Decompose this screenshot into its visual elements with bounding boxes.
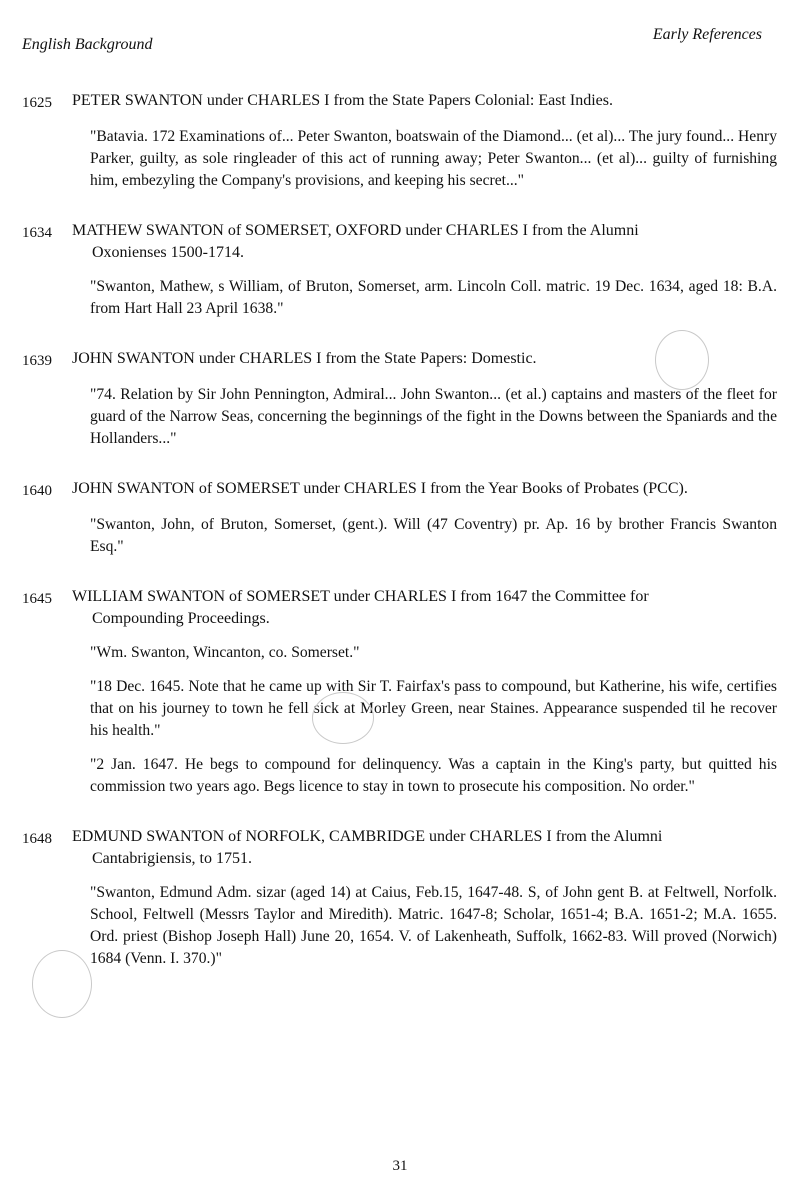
entry-year: 1648 <box>22 831 52 847</box>
entry-quote: "Swanton, Edmund Adm. sizar (aged 14) at Caius, Feb.15, 1647-48. S, of John gent B. at Feltwell, Norfolk. School, Feltwell (Messrs Taylor and Miredith). Matric. 1647-8; Scholar, 1651-4; B.A. 1651-2; M.A. 1655. Ord. priest (Bishop Joseph Hall) June 20, 1654. V. of Lakenheath, Suffolk, 1662-83. Will proved (Norwich) 1684 (Venn. I. 370.)" <box>90 884 777 967</box>
entry-quote: "74. Relation by Sir John Pennington, Admiral... John Swanton... (et al.) captains and masters of the fleet for guard of the Narrow Seas, concerning the beginnings of the fight in the Downs between the Spaniards and the Hollanders..." <box>90 386 777 447</box>
entry-1648 <box>22 826 777 970</box>
entry-quote: "Batavia. 172 Examinations of... Peter Swanton, boatswain of the Diamond... (et al)... The jury found... Henry Parker, guilty, as sole ringleader of this act of running away; Peter Swanton... (et al)... guilty of furnishing him, embezyling the Company's provisions, and keeping his secret..." <box>90 128 777 189</box>
entry-title <box>72 586 777 630</box>
entry-title-line: JOHN SWANTON of SOMERSET under CHARLES I from the Year Books of Probates (PCC). <box>72 480 688 497</box>
entry-quote: "Swanton, John, of Bruton, Somerset, (gent.). Will (47 Coventry) pr. Ap. 16 by brother Francis Swanton Esq." <box>90 516 777 555</box>
entry-title-continuation: Cantabrigiensis, to 1751. <box>92 850 252 867</box>
entry-year: 1645 <box>22 591 52 607</box>
scan-smudge <box>312 692 374 744</box>
scan-smudge <box>32 950 92 1018</box>
entry-quote: "Wm. Swanton, Wincanton, co. Somerset." <box>90 644 360 661</box>
page-number: 31 <box>392 1158 408 1174</box>
entry-title-line: EDMUND SWANTON of NORFOLK, CAMBRIDGE under CHARLES I from the Alumni <box>72 828 663 845</box>
entry-1640 <box>22 478 777 558</box>
entry-title <box>72 478 777 502</box>
entry-heading <box>22 478 777 502</box>
entry-year: 1640 <box>22 483 52 499</box>
running-head-right: Early References <box>652 26 762 43</box>
entry-title-continuation: Oxonienses 1500-1714. <box>92 244 244 261</box>
entry-1634 <box>22 220 777 320</box>
entry-heading <box>22 220 777 264</box>
entry-year: 1639 <box>22 353 52 369</box>
entry-quote: "18 Dec. 1645. Note that he came up with Sir T. Fairfax's pass to compound, but Katherine, his wife, certifies that on his journey to town he fell sick at Morley Green, near Staines. Appearance suspended til he recover his health." <box>90 678 777 739</box>
entry-title-line: MATHEW SWANTON of SOMERSET, OXFORD under CHARLES I from the Alumni <box>72 222 639 239</box>
entry-title <box>72 826 777 870</box>
entry-1645 <box>22 586 777 798</box>
entry-title <box>72 220 777 264</box>
running-head-left: English Background <box>22 36 153 53</box>
entry-title-continuation: Compounding Proceedings. <box>92 610 270 627</box>
entry-1625 <box>22 90 777 192</box>
entry-quote: "2 Jan. 1647. He begs to compound for delinquency. Was a captain in the King's party, but quitted his commission two years ago. Begs licence to stay in town to prosecute his composition. No order." <box>90 756 777 795</box>
entry-title-line: JOHN SWANTON under CHARLES I from the State Papers: Domestic. <box>72 350 537 367</box>
entry-year: 1634 <box>22 225 52 241</box>
entry-title-line: WILLIAM SWANTON of SOMERSET under CHARLES I from 1647 the Committee for <box>72 588 649 605</box>
entry-heading <box>22 90 777 114</box>
entry-quote: "Swanton, Mathew, s William, of Bruton, Somerset, arm. Lincoln Coll. matric. 19 Dec. 1634, aged 18: B.A. from Hart Hall 23 April 1638." <box>90 278 777 317</box>
entry-heading <box>22 586 777 630</box>
entry-year: 1625 <box>22 95 52 111</box>
entry-heading <box>22 826 777 870</box>
scan-smudge <box>655 330 709 390</box>
entry-title-line: PETER SWANTON under CHARLES I from the State Papers Colonial: East Indies. <box>72 92 613 109</box>
entries-list <box>22 90 777 998</box>
entry-title <box>72 90 777 114</box>
